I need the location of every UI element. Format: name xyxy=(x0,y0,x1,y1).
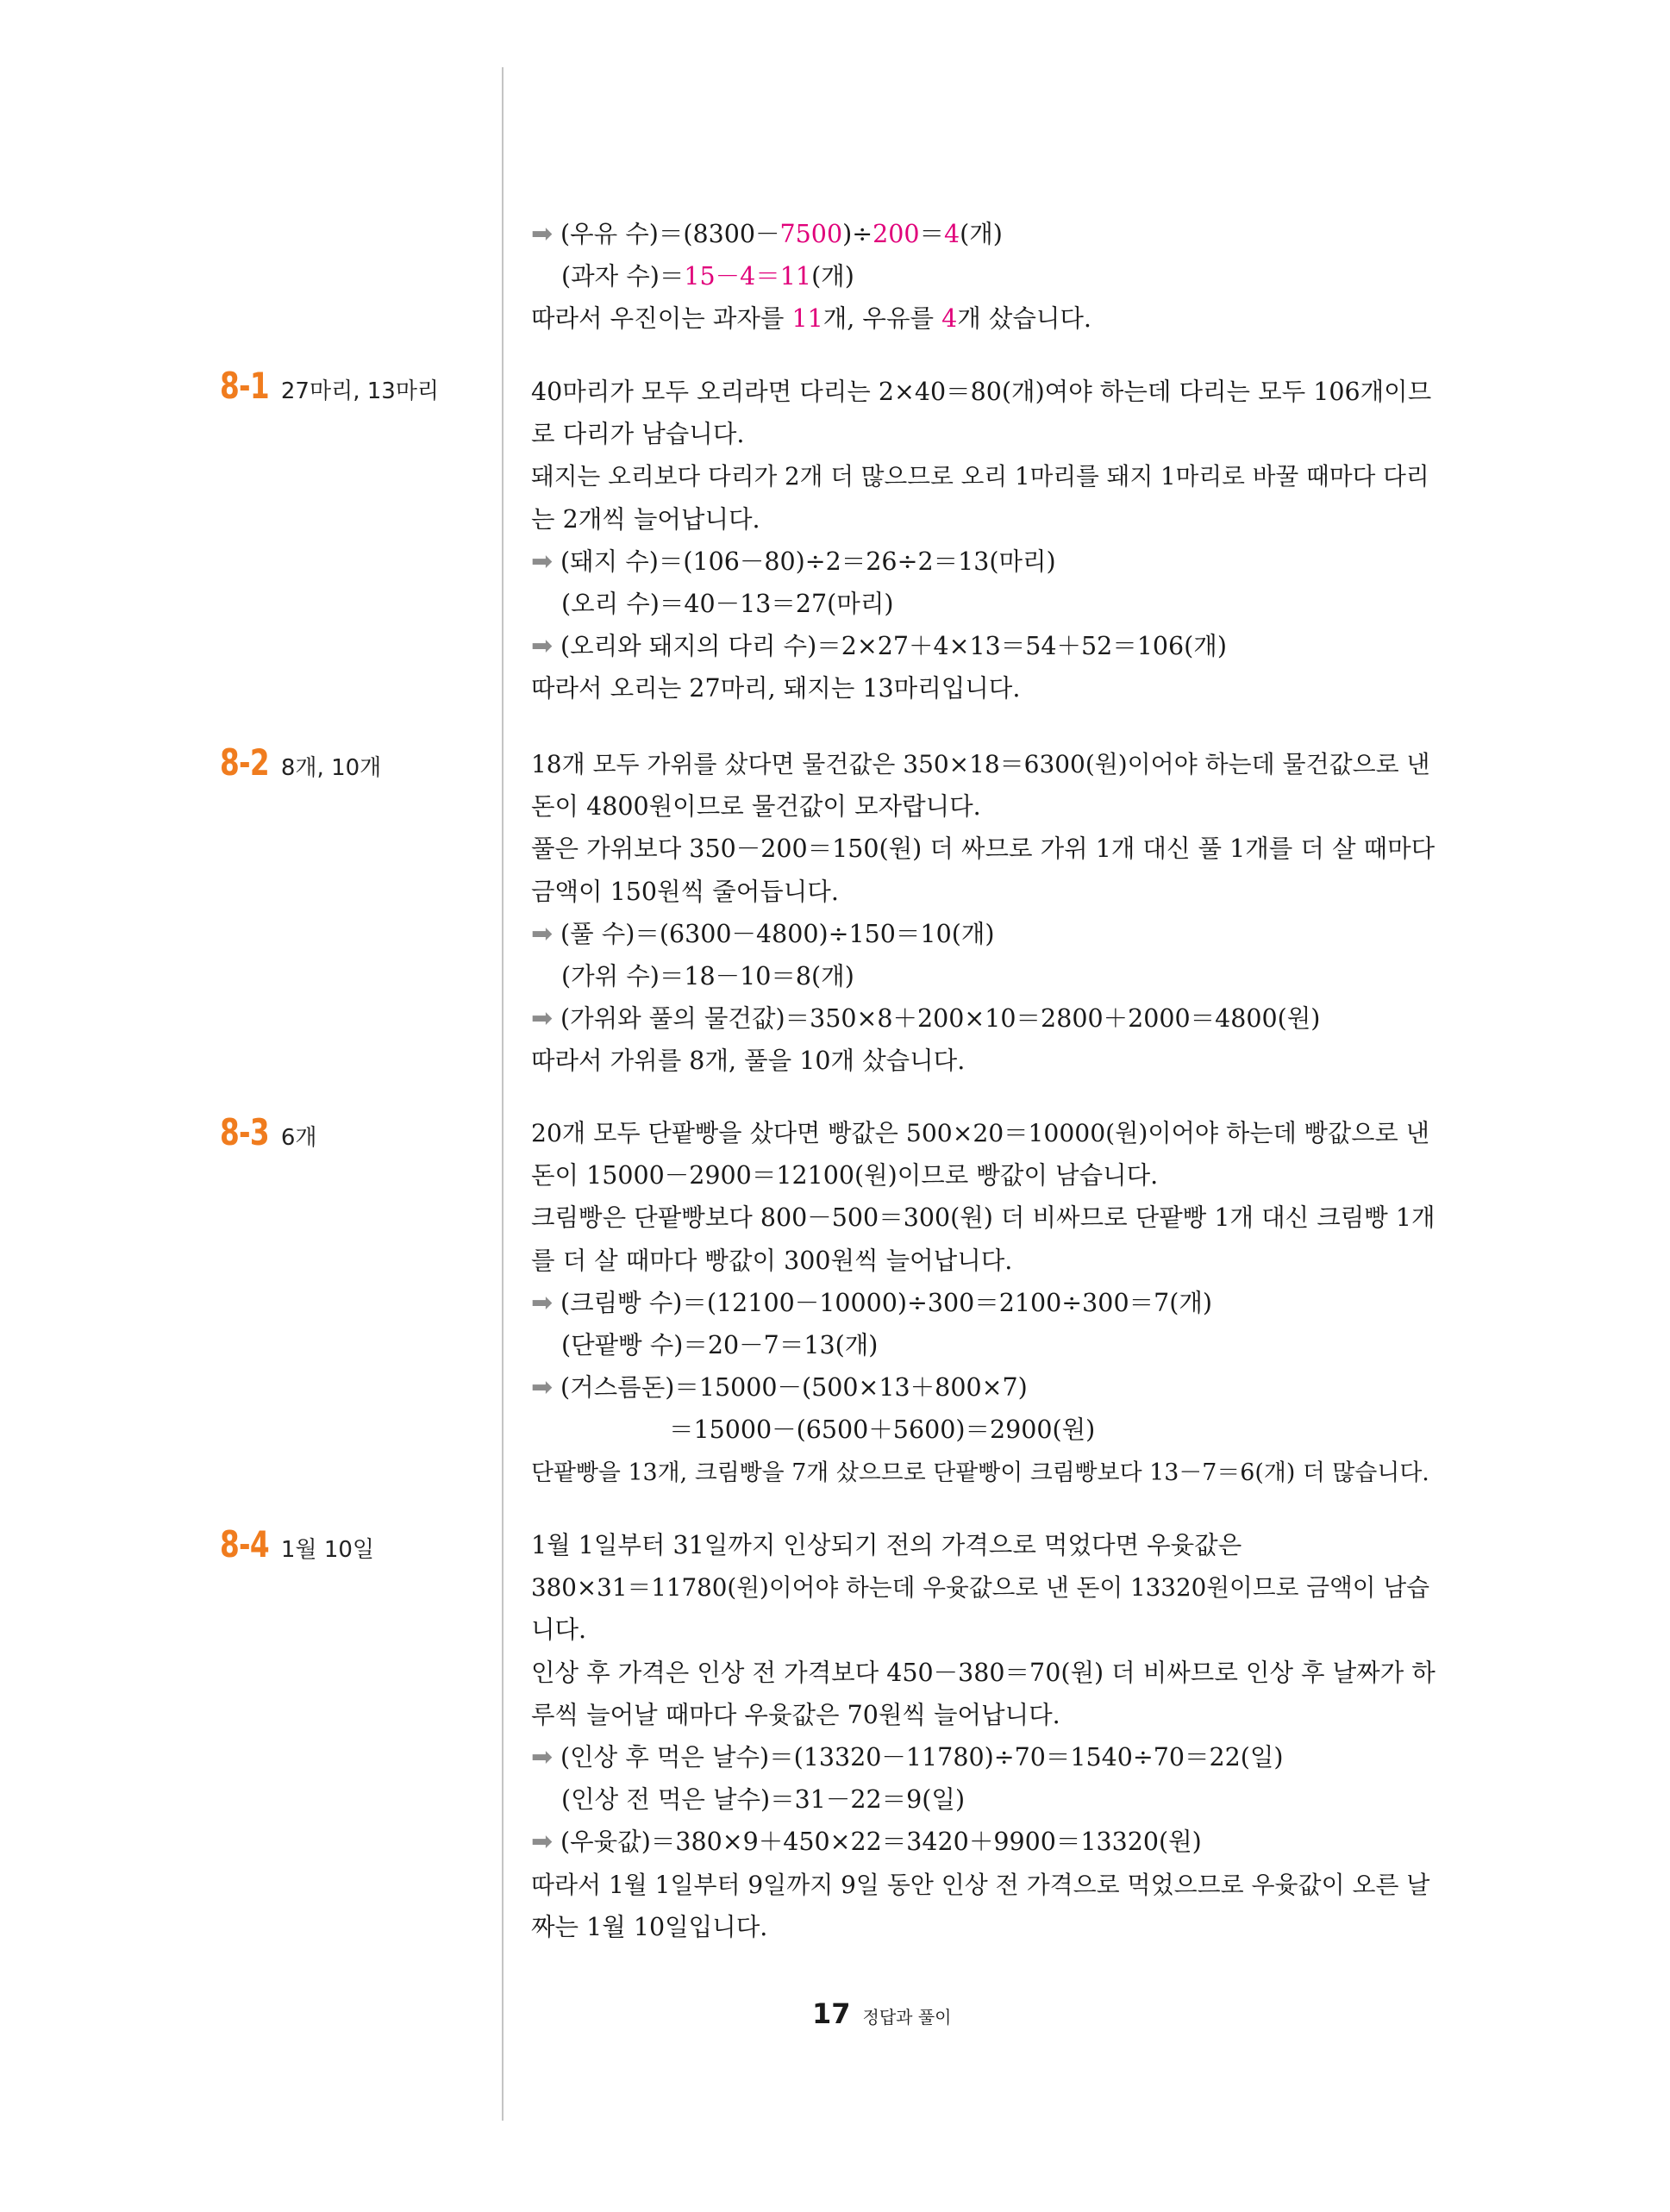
solution-line: 짜는 1월 10일입니다. xyxy=(531,1912,768,1941)
solution-line: 돈이 15000－2900＝12100(원)이므로 빵값이 남습니다. xyxy=(531,1161,1159,1190)
solution-line: 로 다리가 남습니다. xyxy=(531,420,745,449)
solution-line: 크림빵은 단팥빵보다 800－500＝300(원) 더 비싸므로 단팥빵 1개 대신 크림빵 1개 xyxy=(531,1203,1435,1233)
highlight: 200 xyxy=(873,220,920,248)
solution-line: ➡ (거스름돈)＝15000－(500×13＋800×7) xyxy=(531,1366,1436,1409)
solution-line: 를 더 살 때마다 빵값이 300원씩 늘어납니다. xyxy=(531,1246,1013,1275)
solution-line: 따라서 1월 1일부터 9일까지 9일 동안 인상 전 가격으로 먹었으므로 우윳값이 오른 날 xyxy=(531,1870,1430,1899)
solution-line: (인상 전 먹은 날수)＝31－22＝9(일) xyxy=(561,1785,966,1815)
solution-line: 18개 모두 가위를 샀다면 물건값은 350×18＝6300(원)이어야 하는데 물건값으로 낸 xyxy=(531,750,1430,778)
solution-line: 니다. xyxy=(531,1615,587,1645)
solution-line: ➡ (가위와 풀의 물건값)＝350×8＋200×10＝2800＋2000＝4800(원) xyxy=(531,997,1436,1040)
solution-line: 따라서 오리는 27마리, 돼지는 13마리입니다. xyxy=(531,674,1021,703)
solution-line: 돈이 4800원이므로 물건값이 모자랍니다. xyxy=(531,792,981,822)
solution-line: (가위 수)＝18－10＝8(개) xyxy=(561,961,854,990)
answer-text: 1월 10일 xyxy=(280,1537,375,1563)
column-divider xyxy=(502,67,504,2121)
problem-label-8-3 xyxy=(220,1107,317,1159)
problem-number: 8-2 xyxy=(220,741,269,784)
solution-line: 돼지는 오리보다 다리가 2개 더 많으므로 오리 1마리를 돼지 1마리로 바꿀 때마다 다리 xyxy=(531,462,1429,491)
solution-line: ➡ (풀 수)＝(6300－4800)÷150＝10(개) xyxy=(531,913,1436,955)
right-arrow-icon: ➡ xyxy=(531,1741,554,1772)
right-arrow-icon: ➡ xyxy=(531,918,554,949)
solution-8-2 xyxy=(531,743,1436,1083)
solution-line: ➡ (우윳값)＝380×9＋450×22＝3420＋9900＝13320(원) xyxy=(531,1821,1436,1863)
problem-number: 8-4 xyxy=(220,1523,269,1565)
highlight: 11 xyxy=(791,304,823,334)
solution-line: 따라서 우진이는 과자를 11개, 우유를 4개 샀습니다. xyxy=(531,304,1091,334)
right-arrow-icon: ➡ xyxy=(531,1372,554,1403)
right-arrow-icon: ➡ xyxy=(531,1287,554,1318)
problem-number: 8-3 xyxy=(220,1111,269,1153)
page-number: 17 xyxy=(812,1997,851,2030)
solution-line: 단팥빵을 13개, 크림빵을 7개 샀으므로 단팥빵이 크림빵보다 13－7＝6(개) 더 많습니다. xyxy=(531,1459,1429,1486)
solution-line: 따라서 가위를 8개, 풀을 10개 샀습니다. xyxy=(531,1047,966,1076)
section-title: 정답과 풀이 xyxy=(862,2007,952,2028)
right-arrow-icon: ➡ xyxy=(531,1003,554,1034)
solution-line: 40마리가 모두 오리라면 다리는 2×40＝80(개)여야 하는데 다리는 모두 106개이므 xyxy=(531,378,1432,406)
solution-line: ➡ (인상 후 먹은 날수)＝(13320－11780)÷70＝1540÷70＝22(일) xyxy=(531,1736,1436,1778)
solution-line: 인상 후 가격은 인상 전 가격보다 450－380＝70(원) 더 비싸므로 인상 후 날짜가 하 xyxy=(531,1658,1435,1687)
solution-line: 1월 1일부터 31일까지 인상되기 전의 가격으로 먹었다면 우윳값은 xyxy=(531,1531,1242,1559)
answer-text: 27마리, 13마리 xyxy=(280,378,440,404)
solution-line: 는 2개씩 늘어납니다. xyxy=(531,504,760,534)
solution-line: 20개 모두 단팥빵을 샀다면 빵값은 500×20＝10000(원)이어야 하는데 빵값으로 낸 xyxy=(531,1119,1429,1147)
problem-number: 8-1 xyxy=(220,365,269,407)
page-footer xyxy=(812,1995,952,2033)
solution-line: 풀은 가위보다 350－200＝150(원) 더 싸므로 가위 1개 대신 풀 1개를 더 살 때마다 xyxy=(531,834,1435,864)
highlight: 15－4＝11 xyxy=(684,262,812,291)
problem-label-8-2 xyxy=(220,737,381,789)
solution-line: (과자 수)＝15－4＝11(개) xyxy=(561,262,854,291)
solution-line: ➡ (크림빵 수)＝(12100－10000)÷300＝2100÷300＝7(개) xyxy=(531,1282,1436,1324)
right-arrow-icon: ➡ xyxy=(531,546,554,577)
continued-solution xyxy=(531,213,1436,341)
highlight: 7500 xyxy=(779,220,843,248)
right-arrow-icon: ➡ xyxy=(531,631,554,662)
solution-line: 금액이 150원씩 줄어듭니다. xyxy=(531,877,839,906)
highlight: 4 xyxy=(944,220,960,248)
solution-line: (오리 수)＝40－13＝27(마리) xyxy=(561,589,894,618)
problem-label-8-4 xyxy=(220,1519,374,1571)
solution-line: 380×31＝11780(원)이어야 하는데 우윳값으로 낸 돈이 13320원이므로 금액이 남습 xyxy=(531,1573,1429,1603)
solution-line: 루씩 늘어날 때마다 우윳값은 70원씩 늘어납니다. xyxy=(531,1700,1060,1729)
right-arrow-icon: ➡ xyxy=(531,219,554,249)
solution-line: ＝15000－(6500＋5600)＝2900(원) xyxy=(669,1415,1096,1445)
solution-line: ➡ (오리와 돼지의 다리 수)＝2×27＋4×13＝54＋52＝106(개) xyxy=(531,625,1436,667)
solution-line: (단팥빵 수)＝20－7＝13(개) xyxy=(561,1330,879,1359)
answer-text: 6개 xyxy=(280,1125,317,1151)
solution-line: ➡ (돼지 수)＝(106－80)÷2＝26÷2＝13(마리) xyxy=(531,541,1436,583)
highlight: 4 xyxy=(941,304,958,334)
solution-8-1 xyxy=(531,371,1436,710)
solution-8-3 xyxy=(531,1112,1436,1494)
answer-text: 8개, 10개 xyxy=(280,755,382,781)
right-arrow-icon: ➡ xyxy=(531,1827,554,1858)
solution-line: ➡ (우유 수)＝(8300－7500)÷200＝4(개) xyxy=(531,213,1436,255)
solution-8-4 xyxy=(531,1524,1436,1948)
problem-label-8-1 xyxy=(220,360,439,412)
